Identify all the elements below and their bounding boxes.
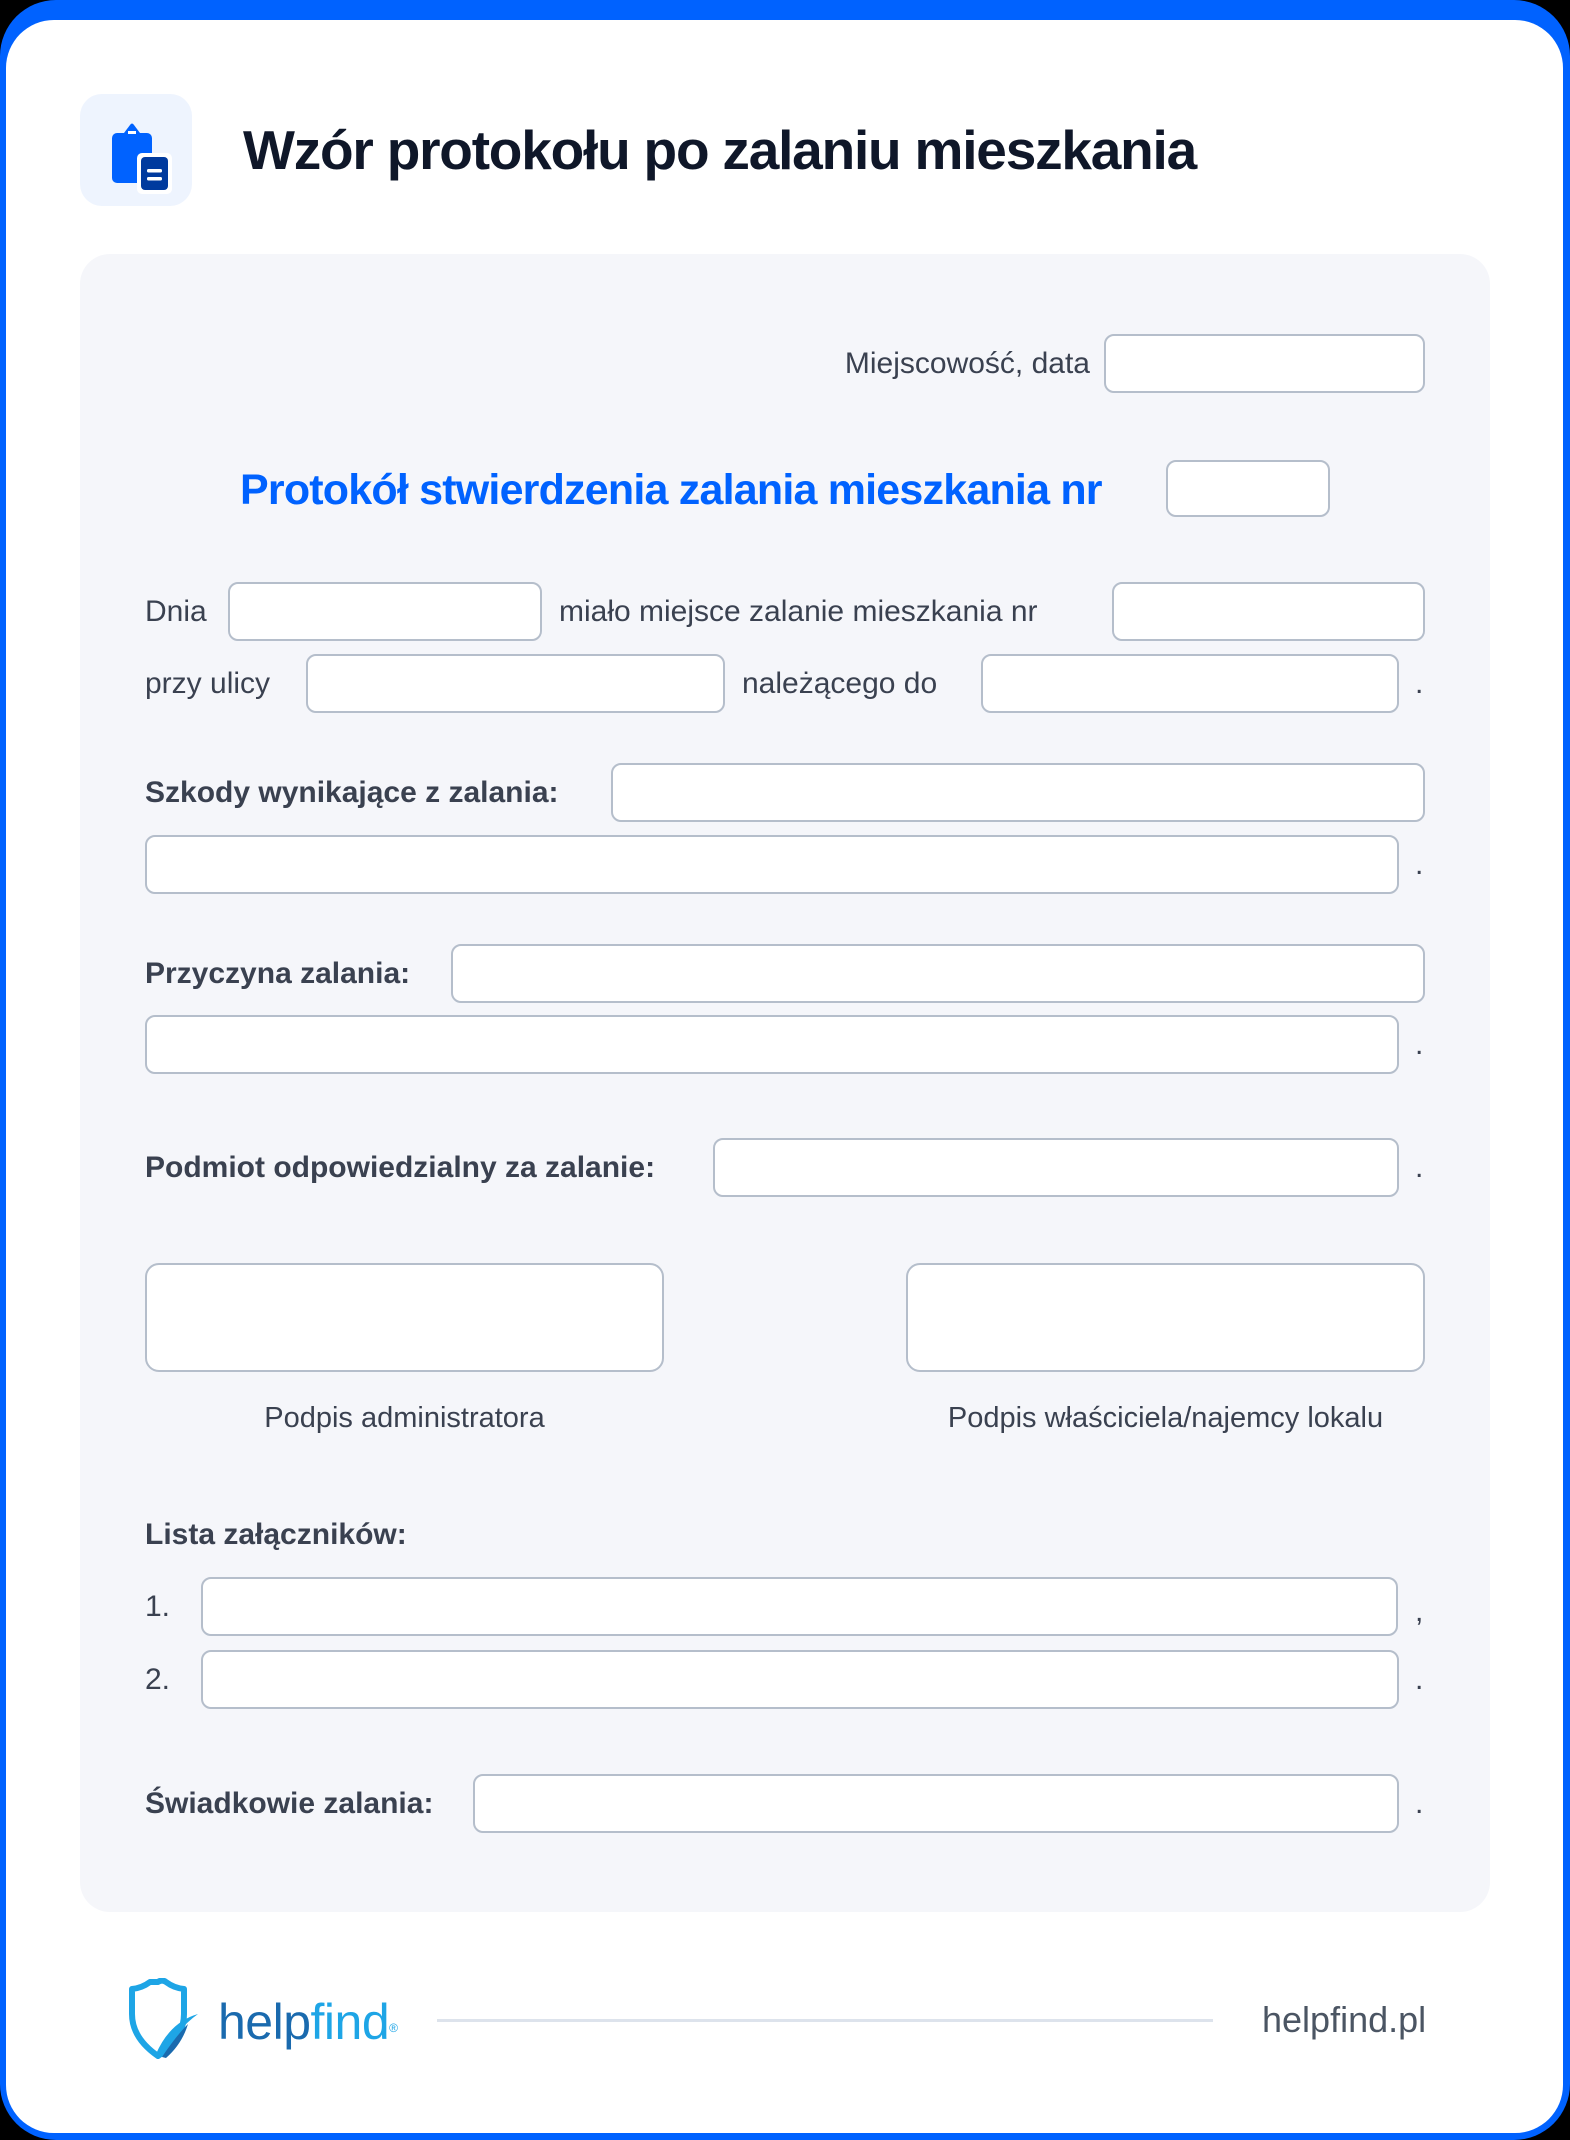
cause-period: .	[1415, 1028, 1424, 1061]
footer-site-link[interactable]: helpfind.pl	[1262, 1999, 1427, 2040]
protocol-number-field[interactable]	[1166, 460, 1330, 517]
owner-label: należącego do	[742, 667, 938, 700]
helpfind-logo-mark	[126, 1978, 206, 2062]
cause-field-2[interactable]	[145, 1015, 1399, 1074]
attachments-label: Lista załączników:	[145, 1518, 407, 1551]
damages-period: .	[1415, 848, 1424, 881]
day-label: Dnia	[145, 595, 207, 628]
line2-period: .	[1415, 667, 1424, 700]
damages-field-1[interactable]	[611, 763, 1425, 822]
helpfind-logo-link[interactable]	[218, 1992, 398, 2052]
street-label: przy ulicy	[145, 667, 271, 700]
witnesses-period: .	[1415, 1787, 1424, 1820]
responsible-label: Podmiot odpowiedzialny za zalanie:	[145, 1151, 656, 1184]
place-date-label: Miejscowość, data	[844, 347, 1090, 380]
logo-text-help: help	[218, 1994, 311, 2050]
place-date-field[interactable]	[1104, 334, 1425, 393]
attachment-2-period: .	[1415, 1663, 1424, 1696]
logo-text-find: find	[310, 1994, 390, 2050]
registered-mark: ®	[389, 2021, 398, 2035]
owner-field[interactable]	[981, 654, 1399, 713]
damages-label: Szkody wynikające z zalania:	[145, 776, 559, 809]
attachment-field-2[interactable]	[201, 1650, 1399, 1709]
shield-check-icon	[126, 1978, 206, 2062]
administrator-signature-box[interactable]	[145, 1263, 664, 1372]
attachment-number-2: 2.	[145, 1663, 171, 1696]
protocol-heading: Protokół stwierdzenia zalania mieszkania nr	[240, 466, 1102, 514]
flat-number-field[interactable]	[1112, 582, 1425, 641]
flat-label: miało miejsce zalanie mieszkania nr	[559, 595, 1038, 628]
responsible-period: .	[1415, 1151, 1424, 1184]
cause-label: Przyczyna zalania:	[145, 957, 411, 990]
header-icon-box	[80, 94, 192, 206]
street-field[interactable]	[306, 654, 725, 713]
clipboard-document-icon	[80, 94, 192, 206]
owner-signature-caption: Podpis właściciela/najemcy lokalu	[947, 1402, 1384, 1434]
administrator-signature-caption: Podpis administratora	[264, 1402, 545, 1434]
page-title: Wzór protokołu po zalaniu mieszkania	[243, 119, 1197, 181]
damages-field-2[interactable]	[145, 835, 1399, 894]
attachment-field-1[interactable]	[201, 1577, 1398, 1636]
witnesses-label: Świadkowie zalania:	[145, 1787, 434, 1820]
witnesses-field[interactable]	[473, 1774, 1399, 1833]
attachment-number-1: 1.	[145, 1590, 171, 1623]
attachment-1-comma: ,	[1415, 1595, 1424, 1628]
cause-field-1[interactable]	[451, 944, 1425, 1003]
responsible-field[interactable]	[713, 1138, 1399, 1197]
day-field[interactable]	[228, 582, 542, 641]
owner-signature-box[interactable]	[906, 1263, 1425, 1372]
footer-divider	[437, 2019, 1213, 2022]
